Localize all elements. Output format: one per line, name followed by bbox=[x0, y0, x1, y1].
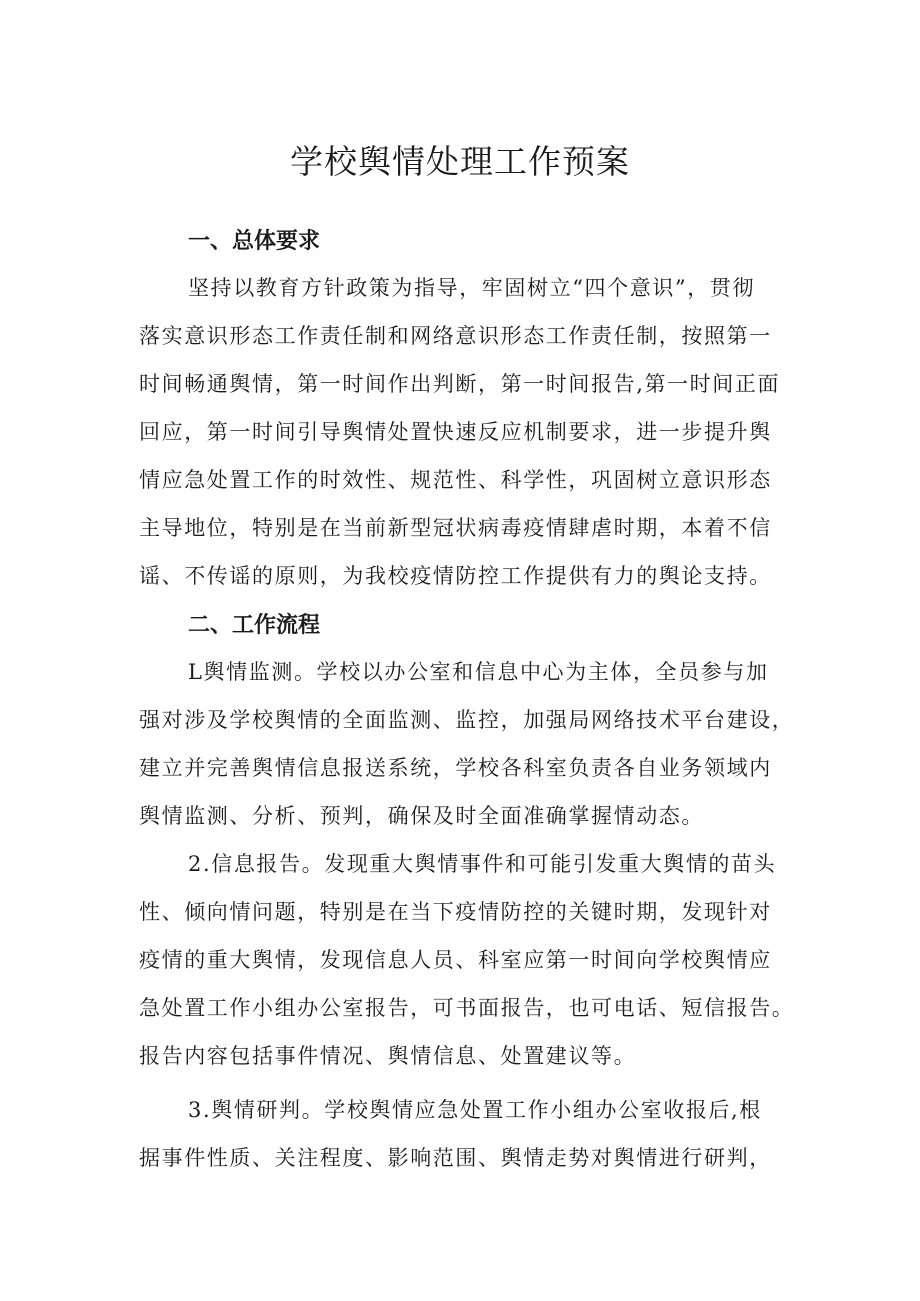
paragraph-line: 回应，第一时间引导舆情处置快速反应机制要求，进一步提升舆 bbox=[139, 420, 772, 444]
paragraph-line: 急处置工作小组办公室报告，可书面报告，也可电话、短信报告。 bbox=[139, 996, 795, 1020]
paragraph-line: 建立并完善舆情信息报送系统，学校各科室负责各自业务领域内 bbox=[139, 756, 772, 780]
paragraph-line: 性、倾向情问题，特别是在当下疫情防控的关键时期，发现针对 bbox=[139, 900, 772, 924]
paragraph-line: 谣、不传谣的原则，为我校疫情防控工作提供有力的舆论支持。 bbox=[139, 564, 772, 588]
paragraph-line: 疫情的重大舆情，发现信息人员、科室应第一时间向学校舆情应 bbox=[139, 948, 772, 972]
paragraph-line: 强对涉及学校舆情的全面监测、监控，加强局网络技术平台建设， bbox=[139, 708, 795, 732]
paragraph-line: 据事件性质、关注程度、影响范围、舆情走势对舆情进行研判， bbox=[139, 1146, 772, 1170]
paragraph-line: 时间畅通舆情，第一时间作出判断，第一时间报告,第一时间正面 bbox=[139, 372, 781, 396]
paragraph-line: 报告内容包括事件情况、舆情信息、处置建议等。 bbox=[139, 1044, 637, 1068]
paragraph-line: 舆情监测、分析、预判，确保及时全面准确掌握情动态。 bbox=[139, 804, 704, 828]
document-title: 学校舆情处理工作预案 bbox=[290, 142, 630, 181]
paragraph-line: L舆情监测。学校以办公室和信息中心为主体，全员参与加 bbox=[188, 660, 769, 684]
paragraph-line: 3.舆情研判。学校舆情应急处置工作小组办公室收报后,根 bbox=[188, 1098, 762, 1122]
section-heading-workflow: 二、工作流程 bbox=[188, 613, 321, 638]
paragraph-line: 情应急处置工作的时效性、规范性、科学性，巩固树立意识形态 bbox=[139, 468, 772, 492]
paragraph-line: 主导地位，特别是在当前新型冠状病毒疫情肆虐时期，本着不信 bbox=[139, 516, 772, 540]
section-heading-general-requirements: 一、总体要求 bbox=[188, 229, 321, 254]
paragraph-line: 2.信息报告。发现重大舆情事件和可能引发重大舆情的苗头 bbox=[188, 852, 777, 876]
paragraph-line: 落实意识形态工作责任制和网络意识形态工作责任制，按照第一 bbox=[139, 324, 772, 348]
paragraph-line: 坚持以教育方针政策为指导，牢固树立“四个意识”，贯彻 bbox=[188, 276, 756, 300]
